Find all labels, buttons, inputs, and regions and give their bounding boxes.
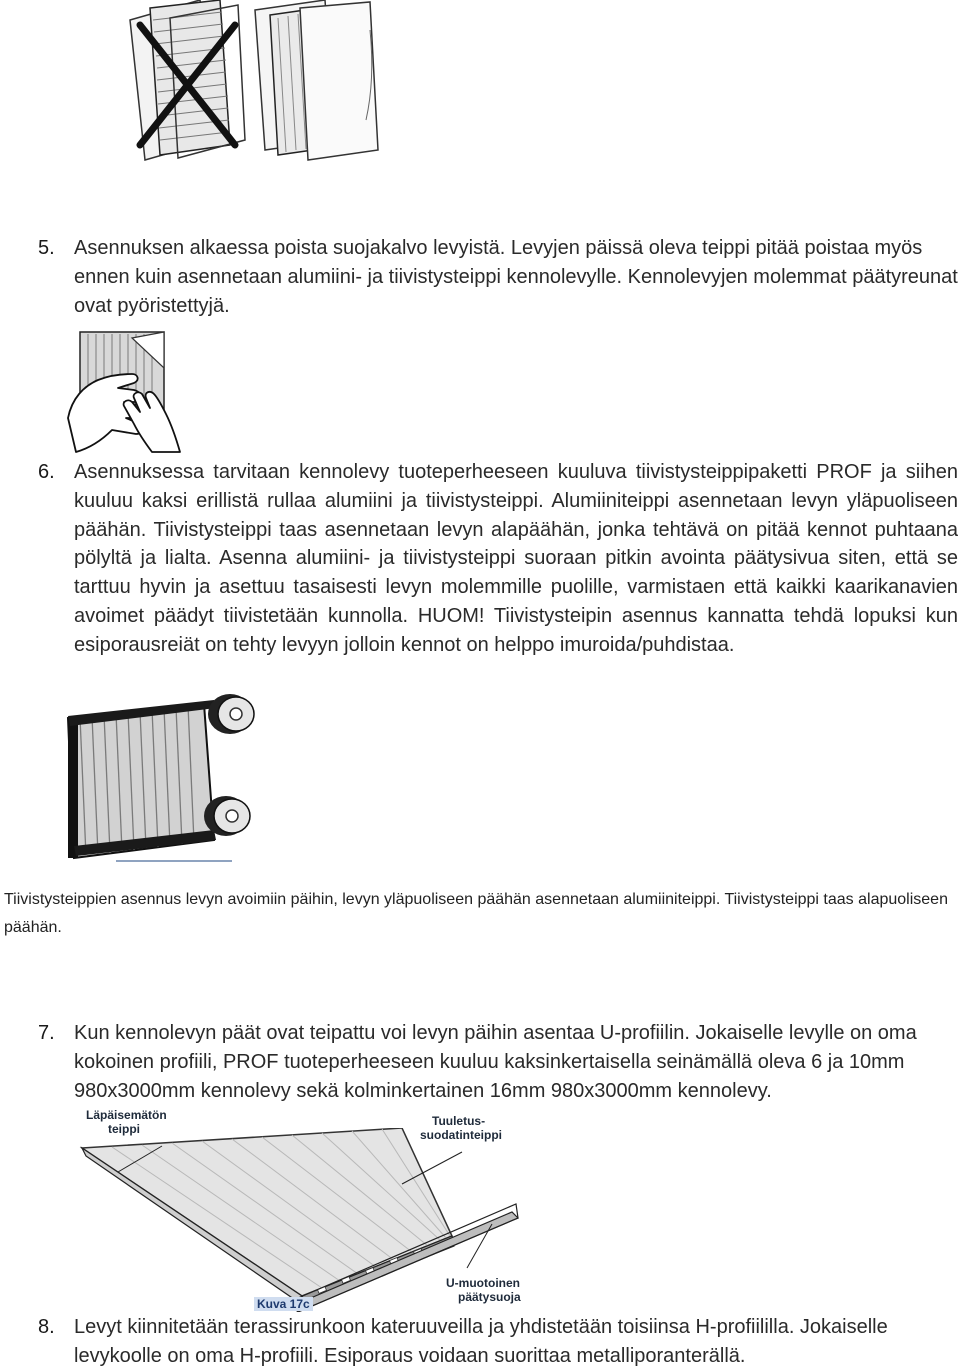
step-8 (38, 1313, 958, 1371)
step-text: Levyt kiinnitetään terassirunkoon kateruuveilla ja yhdistetään toisiinsa H-profiililla. Jokaiselle levykoolle on oma H-profiili. Esiporaus voidaan suorittaa metalliporanterällä. (74, 1316, 888, 1367)
label-impermeable-tape: Läpäisemätön teippi (86, 1108, 167, 1136)
step-7 (38, 1019, 958, 1105)
hand-icon (124, 392, 180, 452)
step-6 (38, 458, 958, 660)
label-vent-tape: Tuuletus- suodatinteippi (420, 1114, 502, 1142)
step-number: 8. (38, 1316, 55, 1338)
figure-underline (116, 860, 232, 862)
label-u-profile: U-muotoinen päätysuoja (446, 1276, 521, 1304)
step-text: Asennuksessa tarvitaan kennolevy tuoteperheeseen kuuluva tiivistysteippipaketti PROF ja siihen kuuluu kaksi erillistä rullaa alumiini ja tiivistysteippi. Alumiiniteippi asennetaan levyn yläpuoliseen päähän. Tiivistysteippi taas asennetaan levyn alapäähän, jonka tehtävä on pitää kennot puhtaana pölyltä ja lialta. Asenna alumiini- ja tiivistysteippi suoraan pitkin avointa päätysivua siten, että se tarttuu hyvin ja asettuu tasaisesti levyn molemmille puolille, varmistaen että kaikki kaarikanavien avoimet päädyt tiivistetään kunnolla. HUOM! Tiivistysteipin asennus kannatta tehdä lopuksi kun esiporausreiät on tehty levyyn jolloin kennot on helppo imuroida/puhdistaa. (74, 461, 958, 656)
wrong-vs-right-panel-figure (120, 0, 390, 165)
figure-caption: Tiivistysteippien asennus levyn avoimiin päihin, levyn yläpuoliseen päähän asennetaan alumiiniteippi. Tiivistysteippi taas alapuoliseen päähän. (4, 891, 948, 936)
step-text: Kun kennolevyn päät ovat teipattu voi levyn päihin asentaa U-profiilin. Jokaiselle levylle on oma kokoinen profiili, PROF tuoteperheeseen kuuluu kaksinkertaisella seinämällä oleva 6 ja 10mm 980x3000mm kennolevy sekä kolminkertainen 16mm 980x3000mm kennolevy. (74, 1022, 917, 1102)
step-number: 7. (38, 1022, 55, 1044)
figure-reference: Kuva 17c (254, 1297, 313, 1311)
sealing-tape-roll (204, 796, 250, 836)
step-number: 5. (38, 237, 55, 259)
aluminium-tape-roll (208, 694, 254, 734)
step-number: 6. (38, 461, 55, 483)
step-5 (38, 234, 958, 320)
tape-rolls-figure (64, 690, 264, 865)
remove-film-figure (62, 328, 182, 456)
correct-panel (255, 0, 378, 160)
step-text: Asennuksen alkaessa poista suojakalvo levyistä. Levyjen päissä oleva teippi pitää poistaa myös ennen kuin asennetaan alumiini- ja tiivistysteippi kennolevylle. Kennolevyjen molemmat päätyreunat ovat pyöristettyjä. (74, 237, 958, 317)
